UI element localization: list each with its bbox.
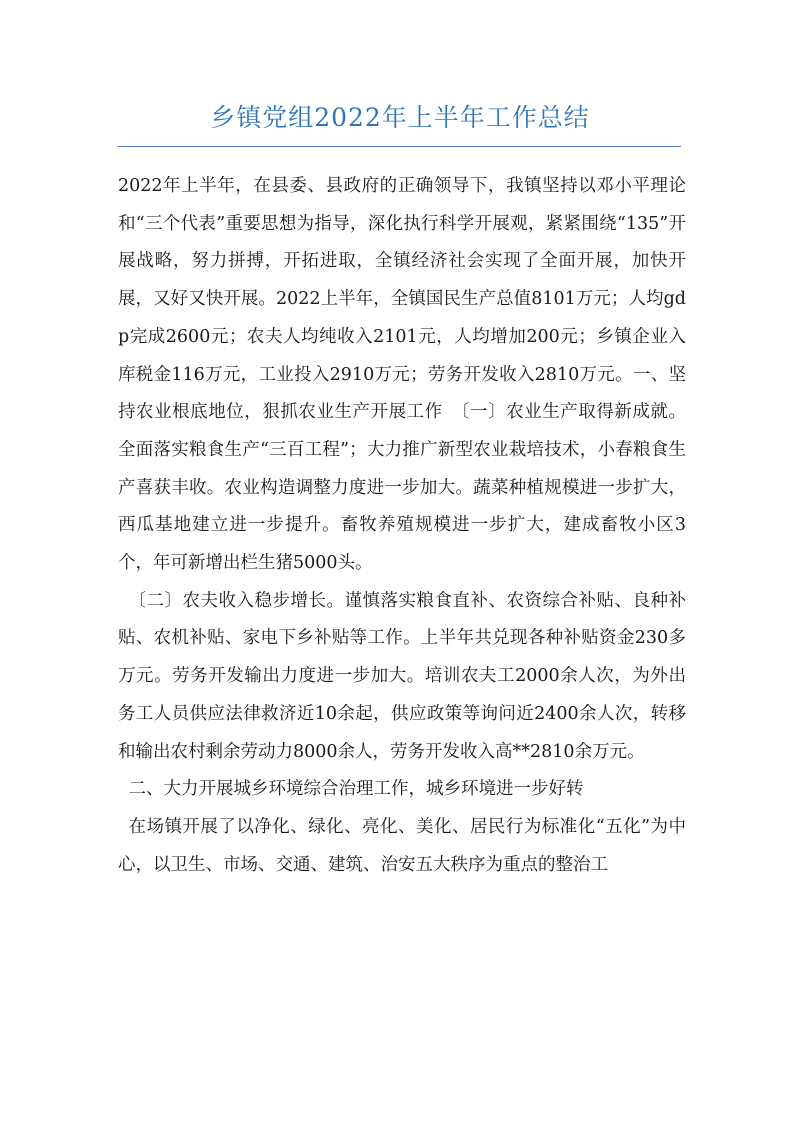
paragraph-2: 〔二〕农夫收入稳步增长。谨慎落实粮食直补、农资综合补贴、良种补贴、农机补贴、家电下乡补贴等工作。上半年共兑现各种补贴资金230多万元。劳务开发输出力度进一步加大。培训农夫工2000余人次，为外出务工人员供应法律救济近10余起，供应政策等询问近2400余人次，转移和输出农村剩余劳动力8000余人，劳务开发收入高**2810余万元。 — [118, 590, 686, 762]
paragraph-1: 2022年上半年，在县委、县政府的正确领导下，我镇坚持以邓小平理论和“三个代表”重要思想为指导，深化执行科学开展观，紧紧围绕“135”开展战略，努力拼搏，开拓进取，全镇经济社会实现了全面开展，加快开展，又好又快开展。2022上半年，全镇国民生产总值8101万元；人均gdp完成2600元；农夫人均纯收入2101元，人均增加200元；乡镇企业入库税金116万元，工业投入2910万元；劳务开发收入2810万元。一、坚持农业根底地位，狠抓农业生产开展工作 〔一〕农业生产取得新成就。全面落实粮食生产“三百工程”；大力推广新型农业栽培技术，小春粮食生产喜获丰收。农业构造调整力度进一步加大。蔬菜种植规模进一步扩大，西瓜基地建立进一步提升。畜牧养殖规模进一步扩大，建成畜牧小区3个，年可新增出栏生猪5000头。 — [118, 176, 686, 574]
title-underline — [118, 146, 681, 147]
document-body — [118, 168, 686, 884]
paragraph-4: 在场镇开展了以净化、绿化、亮化、美化、居民行为标准化“五化”为中心，以卫生、市场、交通、建筑、治安五大秩序为重点的整治工 — [118, 816, 686, 875]
document-title: 乡镇党组2022年上半年工作总结 — [210, 103, 590, 132]
paragraph-3-heading: 二、大力开展城乡环境综合治理工作，城乡环境进一步好转 — [128, 779, 584, 800]
